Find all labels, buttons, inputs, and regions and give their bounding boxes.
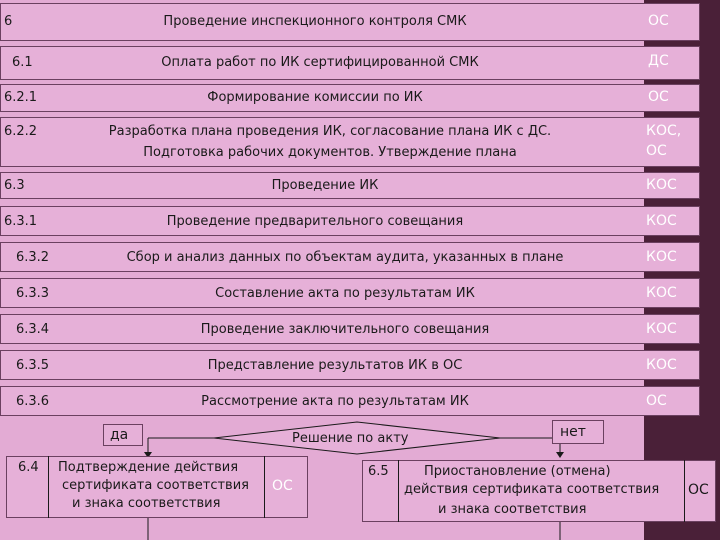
step-text: Проведение заключительного совещания xyxy=(200,322,490,337)
step-text: Формирование комиссии по ИК xyxy=(207,90,423,105)
divider xyxy=(684,460,685,522)
step-responsible: КОС xyxy=(646,213,677,229)
outcome-yes-line3: и знака соответствия xyxy=(72,496,221,511)
outcome-yes-line2: сертификата соответствия xyxy=(62,478,249,493)
step-responsible: КОС xyxy=(646,177,677,193)
step-number: 6.2.1 xyxy=(4,90,38,105)
decision-label: Решение по акту xyxy=(292,431,409,446)
yes-label: да xyxy=(110,427,129,443)
step-text: Составление акта по результатам ИК xyxy=(215,286,475,301)
step-number: 6.3.6 xyxy=(16,394,50,409)
step-number: 6.3.4 xyxy=(16,322,50,337)
step-responsible: ДС xyxy=(648,53,669,69)
outcome-yes-number: 6.4 xyxy=(18,460,39,475)
outcome-no-line3: и знака соответствия xyxy=(438,502,587,517)
step-text-line2: Подготовка рабочих документов. Утверждение плана xyxy=(143,145,517,160)
step-text: Рассмотрение акта по результатам ИК xyxy=(201,394,469,409)
step-responsible: КОС xyxy=(646,357,677,373)
outcome-no-responsible: ОС xyxy=(688,482,709,498)
step-responsible-line2: ОС xyxy=(646,143,667,159)
step-number: 6.3.3 xyxy=(16,286,50,301)
step-number: 6.3 xyxy=(4,178,25,193)
divider xyxy=(398,460,399,522)
step-number: 6.1 xyxy=(12,55,33,70)
no-label: нет xyxy=(560,424,586,440)
step-responsible: КОС xyxy=(646,321,677,337)
step-text: Разработка плана проведения ИК, согласование плана ИК с ДС. xyxy=(108,124,552,139)
step-text: Сбор и анализ данных по объектам аудита, указанных в плане xyxy=(126,250,564,265)
step-responsible: КОС, xyxy=(646,123,682,139)
step-text: Проведение инспекционного контроля СМК xyxy=(163,14,467,29)
step-responsible: ОС xyxy=(648,89,669,105)
outcome-no-line1: Приостановление (отмена) xyxy=(424,464,611,479)
step-text: Оплата работ по ИК сертифицированной СМК xyxy=(161,55,479,70)
outcome-yes-responsible: ОС xyxy=(272,478,293,494)
divider xyxy=(48,456,49,518)
step-number: 6.2.2 xyxy=(4,124,38,139)
step-responsible: КОС xyxy=(646,249,677,265)
step-number: 6 xyxy=(4,14,13,29)
step-text: Проведение предварительного совещания xyxy=(166,214,464,229)
step-text: Проведение ИК xyxy=(271,178,379,193)
divider xyxy=(264,456,265,518)
step-number: 6.3.1 xyxy=(4,214,38,229)
step-responsible: ОС xyxy=(646,393,667,409)
step-responsible: КОС xyxy=(646,285,677,301)
step-number: 6.3.2 xyxy=(16,250,50,265)
outcome-yes-line1: Подтверждение действия xyxy=(58,460,239,475)
step-responsible: ОС xyxy=(648,13,669,29)
step-number: 6.3.5 xyxy=(16,358,50,373)
outcome-no-number: 6.5 xyxy=(368,464,389,479)
outcome-no-line2: действия сертификата соответствия xyxy=(404,482,660,497)
step-text: Представление результатов ИК в ОС xyxy=(207,358,463,373)
